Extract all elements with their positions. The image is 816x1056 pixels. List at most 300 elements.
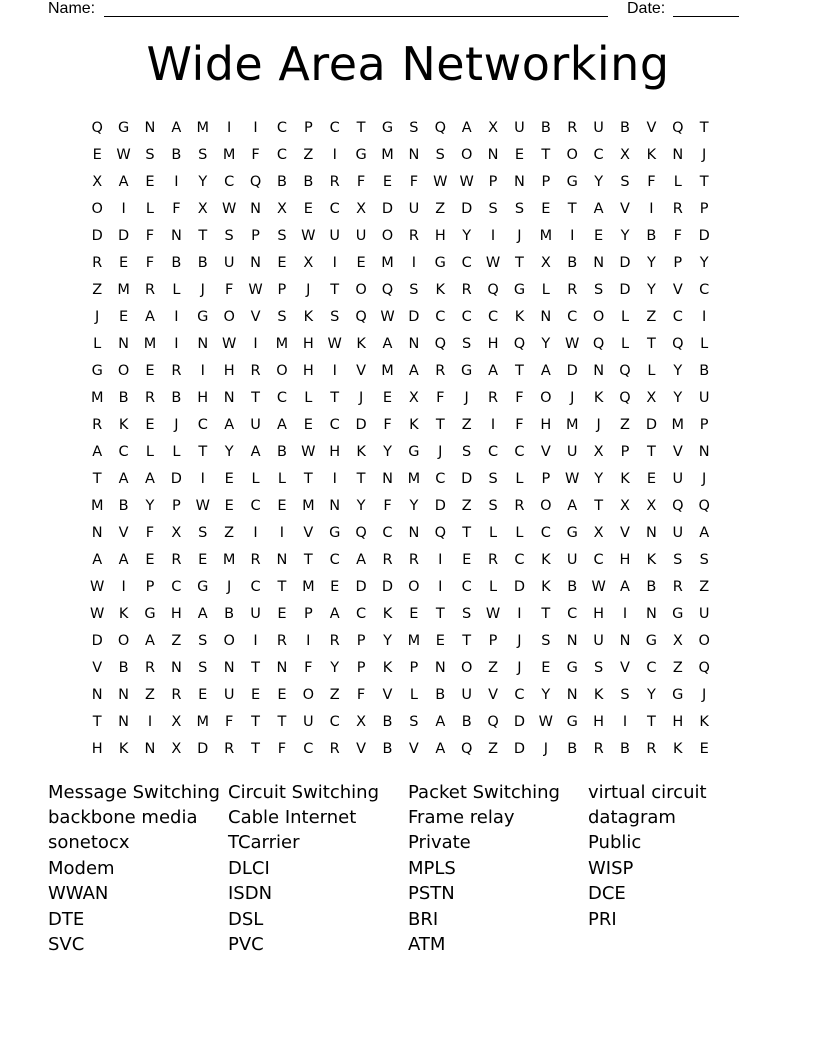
grid-letter: Z bbox=[488, 659, 499, 676]
grid-letter: Z bbox=[488, 740, 499, 757]
grid-letter: Y bbox=[224, 443, 234, 460]
grid-letter: M bbox=[302, 578, 315, 595]
grid-letter: R bbox=[567, 119, 578, 136]
grid-letter: W bbox=[221, 200, 237, 217]
word-list-item: Message Switching bbox=[48, 781, 220, 803]
grid-letter: C bbox=[329, 551, 340, 568]
grid-letter: U bbox=[514, 119, 525, 136]
grid-letter: H bbox=[91, 740, 103, 757]
grid-letter: T bbox=[303, 551, 313, 568]
grid-letter: S bbox=[514, 200, 525, 217]
grid-letter: U bbox=[593, 632, 604, 649]
grid-letter: M bbox=[196, 713, 210, 730]
grid-letter: A bbox=[540, 362, 551, 379]
word-list-item: backbone media bbox=[48, 807, 198, 829]
grid-letter: W bbox=[459, 173, 474, 190]
grid-letter: G bbox=[566, 713, 578, 730]
grid-row bbox=[84, 465, 744, 492]
grid-letter: C bbox=[514, 686, 525, 703]
grid-letter: L bbox=[145, 200, 155, 217]
grid-letter: E bbox=[145, 416, 155, 433]
grid-letter: W bbox=[116, 146, 131, 163]
grid-letter: E bbox=[224, 497, 234, 514]
word-list-row bbox=[48, 882, 768, 907]
grid-letter: W bbox=[301, 443, 316, 460]
grid-letter: M bbox=[381, 362, 394, 379]
grid-letter: D bbox=[513, 578, 526, 595]
grid-letter: H bbox=[487, 335, 499, 352]
grid-letter: I bbox=[332, 146, 337, 163]
grid-letter: K bbox=[541, 551, 551, 568]
grid-letter: I bbox=[174, 308, 179, 325]
grid-row bbox=[84, 735, 744, 762]
grid-letter: E bbox=[303, 200, 313, 217]
grid-letter: B bbox=[224, 605, 235, 622]
grid-letter: E bbox=[198, 686, 208, 703]
grid-letter: T bbox=[699, 173, 709, 190]
grid-letter: T bbox=[541, 605, 551, 622]
grid-letter: E bbox=[541, 200, 551, 217]
word-list-item: datagram bbox=[588, 807, 676, 829]
grid-letter: N bbox=[434, 659, 446, 676]
grid-letter: I bbox=[649, 200, 654, 217]
grid-letter: X bbox=[646, 389, 657, 406]
grid-letter: K bbox=[673, 740, 683, 757]
grid-letter: T bbox=[541, 146, 551, 163]
grid-row bbox=[84, 654, 744, 681]
grid-letter: R bbox=[672, 578, 683, 595]
grid-letter: O bbox=[408, 578, 420, 595]
grid-row bbox=[84, 384, 744, 411]
grid-letter: A bbox=[276, 416, 287, 433]
grid-letter: I bbox=[332, 362, 337, 379]
grid-letter: U bbox=[698, 389, 710, 406]
grid-letter: N bbox=[645, 524, 657, 541]
grid-letter: E bbox=[646, 470, 656, 487]
grid-letter: S bbox=[409, 119, 419, 136]
grid-letter: Y bbox=[462, 227, 472, 244]
name-label: Name: bbox=[48, 0, 96, 17]
grid-letter: M bbox=[381, 146, 394, 163]
grid-row bbox=[84, 600, 744, 627]
grid-letter: G bbox=[117, 119, 130, 136]
grid-letter: D bbox=[513, 713, 526, 730]
grid-letter: L bbox=[277, 470, 286, 487]
grid-letter: K bbox=[356, 335, 366, 352]
grid-letter: Y bbox=[673, 389, 683, 406]
grid-letter: M bbox=[407, 632, 421, 649]
grid-letter: B bbox=[303, 173, 314, 190]
grid-letter: X bbox=[356, 713, 367, 730]
grid-letter: F bbox=[515, 389, 524, 406]
grid-letter: J bbox=[200, 281, 205, 298]
grid-letter: P bbox=[541, 173, 551, 190]
grid-letter: D bbox=[513, 740, 526, 757]
word-list-item: PVC bbox=[228, 934, 264, 956]
grid-letter: B bbox=[276, 173, 287, 190]
grid-letter: O bbox=[460, 659, 473, 676]
grid-letter: C bbox=[197, 416, 208, 433]
grid-letter: T bbox=[515, 362, 524, 379]
grid-letter: F bbox=[251, 146, 260, 163]
grid-letter: S bbox=[277, 308, 287, 325]
grid-letter: A bbox=[145, 470, 155, 487]
grid-letter: I bbox=[253, 632, 258, 649]
grid-letter: R bbox=[144, 659, 156, 676]
grid-letter: R bbox=[250, 362, 261, 379]
grid-letter: T bbox=[277, 578, 287, 595]
grid-letter: O bbox=[223, 632, 235, 649]
word-list bbox=[48, 780, 768, 958]
grid-letter: B bbox=[461, 713, 472, 730]
grid-letter: E bbox=[382, 173, 393, 190]
grid-letter: Y bbox=[541, 335, 551, 352]
grid-letter: E bbox=[382, 389, 393, 406]
grid-letter: R bbox=[672, 200, 683, 217]
grid-letter: O bbox=[460, 146, 473, 163]
grid-letter: F bbox=[224, 281, 234, 298]
grid-letter: P bbox=[488, 173, 498, 190]
grid-letter: B bbox=[276, 443, 287, 460]
grid-letter: I bbox=[121, 200, 126, 217]
grid-letter: C bbox=[435, 308, 446, 325]
grid-letter: A bbox=[699, 524, 710, 541]
grid-letter: L bbox=[489, 524, 498, 541]
grid-letter: F bbox=[647, 173, 656, 190]
grid-letter: Q bbox=[672, 335, 684, 352]
grid-row bbox=[84, 627, 744, 654]
grid-letter: R bbox=[144, 389, 156, 406]
grid-letter: D bbox=[461, 470, 473, 487]
grid-letter: R bbox=[329, 740, 340, 757]
grid-letter: D bbox=[566, 362, 578, 379]
grid-letter: L bbox=[93, 335, 102, 352]
grid-row bbox=[84, 330, 744, 357]
grid-letter: P bbox=[277, 281, 287, 298]
grid-letter: A bbox=[92, 551, 103, 568]
grid-letter: E bbox=[145, 551, 155, 568]
grid-letter: B bbox=[382, 713, 393, 730]
grid-letter: D bbox=[355, 578, 367, 595]
grid-letter: I bbox=[147, 713, 153, 730]
grid-letter: V bbox=[620, 524, 630, 541]
grid-letter: C bbox=[329, 416, 340, 433]
grid-letter: S bbox=[435, 146, 445, 163]
grid-letter: X bbox=[303, 254, 314, 271]
grid-letter: P bbox=[620, 443, 630, 460]
grid-letter: O bbox=[540, 497, 552, 514]
grid-letter: I bbox=[490, 416, 496, 433]
grid-letter: N bbox=[672, 146, 684, 163]
grid-letter: I bbox=[279, 524, 285, 541]
grid-letter: Q bbox=[249, 173, 262, 190]
grid-letter: P bbox=[488, 632, 498, 649]
grid-letter: E bbox=[303, 416, 313, 433]
grid-letter: E bbox=[277, 254, 287, 271]
word-list-item: Public bbox=[588, 832, 642, 854]
grid-letter: X bbox=[593, 443, 604, 460]
grid-letter: S bbox=[462, 335, 472, 352]
grid-letter: E bbox=[119, 254, 129, 271]
word-list-item: Packet Switching bbox=[408, 781, 560, 803]
grid-letter: E bbox=[277, 605, 287, 622]
word-list-row bbox=[48, 780, 768, 805]
grid-letter: O bbox=[302, 686, 315, 703]
grid-row bbox=[84, 114, 744, 141]
grid-letter: Y bbox=[330, 659, 340, 676]
grid-letter: R bbox=[408, 551, 419, 568]
grid-letter: E bbox=[92, 146, 102, 163]
grid-letter: S bbox=[224, 227, 234, 244]
grid-letter: H bbox=[434, 227, 446, 244]
grid-letter: M bbox=[90, 389, 104, 406]
word-list-item: PRI bbox=[588, 908, 617, 930]
grid-letter: L bbox=[620, 308, 630, 325]
grid-letter: N bbox=[329, 497, 341, 514]
grid-letter: A bbox=[593, 200, 604, 217]
grid-letter: E bbox=[250, 686, 261, 703]
grid-letter: I bbox=[253, 119, 258, 136]
grid-letter: G bbox=[513, 281, 526, 298]
grid-letter: L bbox=[409, 686, 418, 703]
grid-letter: P bbox=[251, 227, 260, 244]
grid-letter: X bbox=[488, 119, 499, 136]
grid-letter: Z bbox=[224, 524, 235, 541]
grid-letter: Q bbox=[91, 119, 103, 136]
grid-letter: Q bbox=[487, 281, 499, 298]
grid-letter: C bbox=[461, 254, 472, 271]
grid-letter: B bbox=[620, 119, 630, 136]
grid-letter: Y bbox=[198, 173, 208, 190]
grid-letter: S bbox=[198, 524, 208, 541]
grid-row bbox=[84, 681, 744, 708]
word-list-row bbox=[48, 856, 768, 881]
grid-letter: T bbox=[646, 335, 656, 352]
grid-letter: D bbox=[91, 632, 103, 649]
page-title: Wide Area Networking bbox=[146, 37, 670, 91]
grid-letter: L bbox=[647, 362, 656, 379]
grid-letter: T bbox=[92, 713, 102, 730]
grid-letter: K bbox=[620, 470, 630, 487]
grid-letter: W bbox=[485, 254, 501, 271]
grid-letter: P bbox=[356, 659, 366, 676]
grid-letter: F bbox=[145, 227, 155, 244]
grid-letter: N bbox=[408, 146, 420, 163]
grid-letter: K bbox=[356, 443, 366, 460]
grid-letter: B bbox=[382, 740, 393, 757]
grid-letter: S bbox=[673, 551, 683, 568]
grid-letter: L bbox=[620, 335, 630, 352]
grid-letter: U bbox=[250, 416, 261, 433]
grid-letter: T bbox=[303, 470, 313, 487]
grid-letter: O bbox=[566, 146, 578, 163]
grid-letter: R bbox=[488, 551, 499, 568]
grid-letter: N bbox=[91, 686, 103, 703]
grid-letter: E bbox=[119, 308, 129, 325]
grid-letter: U bbox=[566, 443, 578, 460]
grid-letter: Y bbox=[541, 686, 551, 703]
grid-row bbox=[84, 222, 744, 249]
grid-letter: H bbox=[223, 362, 235, 379]
grid-letter: Y bbox=[620, 227, 630, 244]
grid-letter: J bbox=[596, 416, 601, 433]
grid-letter: G bbox=[461, 362, 473, 379]
grid-letter: P bbox=[409, 659, 419, 676]
grid-letter: H bbox=[540, 416, 552, 433]
grid-letter: B bbox=[699, 362, 710, 379]
grid-letter: Q bbox=[672, 497, 684, 514]
grid-letter: K bbox=[699, 713, 709, 730]
grid-letter: L bbox=[172, 443, 181, 460]
grid-letter: X bbox=[171, 713, 182, 730]
grid-row bbox=[84, 357, 744, 384]
grid-letter: R bbox=[461, 281, 472, 298]
grid-letter: M bbox=[275, 335, 289, 352]
grid-letter: V bbox=[250, 308, 261, 325]
word-list-item: WWAN bbox=[48, 883, 109, 905]
grid-letter: W bbox=[90, 605, 105, 622]
grid-letter: M bbox=[381, 254, 394, 271]
grid-letter: D bbox=[645, 416, 657, 433]
grid-letter: C bbox=[435, 470, 446, 487]
grid-letter: C bbox=[329, 713, 340, 730]
grid-letter: C bbox=[461, 578, 472, 595]
grid-letter: G bbox=[381, 119, 394, 136]
grid-letter: Q bbox=[434, 335, 446, 352]
grid-letter: T bbox=[646, 443, 656, 460]
grid-letter: C bbox=[329, 119, 340, 136]
grid-letter: E bbox=[541, 659, 551, 676]
grid-letter: S bbox=[488, 497, 498, 514]
grid-letter: L bbox=[304, 389, 313, 406]
grid-letter: N bbox=[514, 173, 525, 190]
grid-letter: D bbox=[197, 740, 209, 757]
grid-letter: P bbox=[145, 578, 155, 595]
grid-letter: S bbox=[409, 713, 419, 730]
grid-letter: O bbox=[276, 362, 288, 379]
grid-letter: J bbox=[438, 443, 443, 460]
grid-letter: J bbox=[174, 416, 179, 433]
grid-letter: X bbox=[672, 632, 683, 649]
grid-letter: L bbox=[145, 443, 155, 460]
grid-letter: E bbox=[224, 470, 234, 487]
grid-letter: Y bbox=[145, 497, 155, 514]
grid-letter: C bbox=[276, 119, 287, 136]
grid-letter: S bbox=[594, 281, 604, 298]
grid-letter: Z bbox=[303, 146, 314, 163]
word-list-item: Frame relay bbox=[408, 807, 515, 829]
word-list-item: MPLS bbox=[408, 857, 456, 879]
grid-letter: I bbox=[411, 254, 417, 271]
grid-letter: Z bbox=[145, 686, 155, 703]
grid-letter: A bbox=[118, 551, 129, 568]
grid-letter: Q bbox=[381, 281, 394, 298]
grid-letter: C bbox=[699, 281, 710, 298]
grid-letter: M bbox=[143, 335, 157, 352]
grid-letter: G bbox=[566, 173, 578, 190]
grid-letter: K bbox=[593, 389, 604, 406]
grid-letter: B bbox=[646, 227, 657, 244]
grid-letter: Z bbox=[699, 578, 710, 595]
grid-letter: P bbox=[699, 416, 709, 433]
word-list-item: WISP bbox=[588, 857, 634, 879]
grid-letter: B bbox=[171, 389, 182, 406]
grid-letter: Y bbox=[383, 632, 392, 649]
grid-letter: B bbox=[567, 254, 578, 271]
grid-letter: C bbox=[461, 308, 472, 325]
grid-letter: V bbox=[408, 740, 419, 757]
grid-letter: R bbox=[408, 227, 419, 244]
grid-letter: J bbox=[517, 632, 522, 649]
word-list-item: ISDN bbox=[228, 883, 273, 905]
grid-letter: N bbox=[118, 686, 130, 703]
grid-letter: L bbox=[673, 173, 682, 190]
grid-letter: S bbox=[198, 632, 208, 649]
grid-letter: F bbox=[515, 416, 524, 433]
grid-letter: N bbox=[408, 335, 420, 352]
word-list-item: PSTN bbox=[408, 883, 455, 905]
grid-letter: U bbox=[566, 551, 578, 568]
grid-letter: G bbox=[91, 362, 103, 379]
grid-letter: K bbox=[382, 605, 393, 622]
grid-letter: O bbox=[592, 308, 605, 325]
grid-letter: M bbox=[196, 119, 210, 136]
grid-letter: I bbox=[174, 173, 179, 190]
grid-letter: C bbox=[593, 551, 604, 568]
grid-letter: I bbox=[174, 335, 179, 352]
grid-row bbox=[84, 546, 744, 573]
grid-letter: R bbox=[567, 281, 578, 298]
grid-letter: K bbox=[409, 416, 419, 433]
grid-letter: F bbox=[436, 389, 445, 406]
grid-letter: Y bbox=[673, 362, 683, 379]
grid-letter: X bbox=[593, 524, 604, 541]
grid-letter: N bbox=[593, 362, 605, 379]
grid-letter: I bbox=[121, 578, 126, 595]
grid-letter: S bbox=[462, 605, 472, 622]
grid-letter: I bbox=[332, 254, 337, 271]
grid-letter: I bbox=[253, 335, 258, 352]
grid-letter: R bbox=[92, 416, 103, 433]
grid-letter: D bbox=[170, 470, 182, 487]
grid-letter: T bbox=[462, 524, 472, 541]
grid-letter: F bbox=[145, 254, 155, 271]
grid-letter: W bbox=[248, 281, 263, 298]
word-list-item: Modem bbox=[48, 857, 115, 879]
grid-letter: I bbox=[622, 605, 628, 622]
grid-letter: D bbox=[408, 308, 420, 325]
grid-letter: P bbox=[541, 470, 551, 487]
grid-letter: T bbox=[198, 227, 208, 244]
grid-letter: Q bbox=[434, 524, 446, 541]
grid-letter: Y bbox=[383, 443, 392, 460]
grid-letter: D bbox=[698, 227, 710, 244]
grid-letter: W bbox=[565, 335, 580, 352]
grid-letter: P bbox=[673, 254, 683, 271]
grid-letter: O bbox=[698, 632, 710, 649]
grid-letter: E bbox=[198, 551, 208, 568]
grid-letter: R bbox=[646, 740, 657, 757]
grid-letter: A bbox=[118, 470, 129, 487]
grid-letter: C bbox=[514, 443, 525, 460]
grid-letter: C bbox=[646, 659, 657, 676]
grid-letter: D bbox=[434, 497, 446, 514]
grid-letter: M bbox=[90, 497, 104, 514]
grid-row bbox=[84, 276, 744, 303]
grid-row bbox=[84, 249, 744, 276]
grid-letter: K bbox=[541, 578, 551, 595]
grid-letter: C bbox=[250, 497, 261, 514]
